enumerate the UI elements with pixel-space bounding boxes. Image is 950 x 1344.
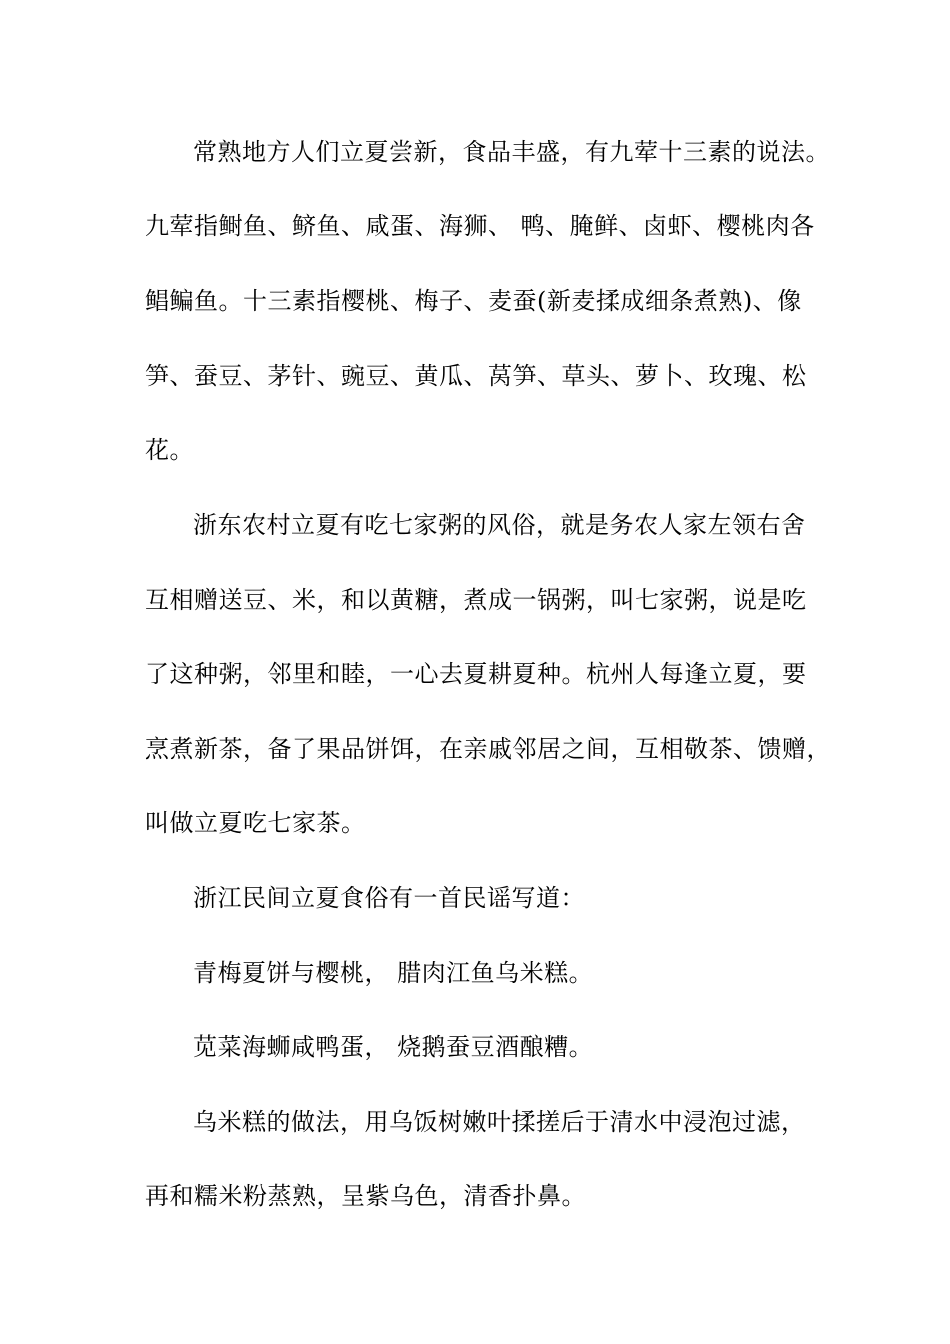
paragraph-2-line-5: 叫做立夏吃七家茶。 — [145, 809, 366, 837]
paragraph-2-line-3: 了这种粥，邻里和睦，一心去夏耕夏种。杭州人每逢立夏，要 — [145, 660, 807, 688]
paragraph-3-line-1: 浙江民间立夏食俗有一首民谣写道： — [193, 884, 585, 912]
paragraph-1-line-5: 花。 — [145, 436, 194, 464]
verse-line-2: 苋菜海蛳咸鸭蛋， 烧鹅蚕豆酒酿糟。 — [193, 1033, 594, 1061]
paragraph-2-line-1: 浙东农村立夏有吃七家粥的风俗，就是务农人家左领右舍 — [193, 511, 806, 539]
verse-line-1: 青梅夏饼与樱桃， 腊肉江鱼乌米糕。 — [193, 959, 594, 987]
paragraph-1-line-4: 笋、蚕豆、茅针、豌豆、黄瓜、莴笋、草头、萝卜、玫瑰、松 — [145, 362, 807, 390]
paragraph-6-line-1: 乌米糕的做法，用乌饭树嫩叶揉搓后于清水中浸泡过滤， — [193, 1108, 806, 1136]
paragraph-1-line-2: 九荤指鲥鱼、鲚鱼、咸蛋、海狮、 鸭、腌鲜、卤虾、樱桃肉各 — [145, 212, 815, 240]
paragraph-6-line-2: 再和糯米粉蒸熟，呈紫乌色，清香扑鼻。 — [145, 1182, 586, 1210]
paragraph-1-line-1: 常熟地方人们立夏尝新，食品丰盛，有九荤十三素的说法。 — [193, 138, 830, 166]
paragraph-1-line-3: 鲳鳊鱼。十三素指樱桃、梅子、麦蚕(新麦揉成细条煮熟)、像 — [145, 287, 802, 315]
paragraph-2-line-4: 烹煮新茶，备了果品饼饵，在亲戚邻居之间，互相敬茶、馈赠， — [145, 735, 831, 763]
paragraph-2-line-2: 互相赠送豆、米，和以黄糖，煮成一锅粥，叫七家粥，说是吃 — [145, 586, 807, 614]
